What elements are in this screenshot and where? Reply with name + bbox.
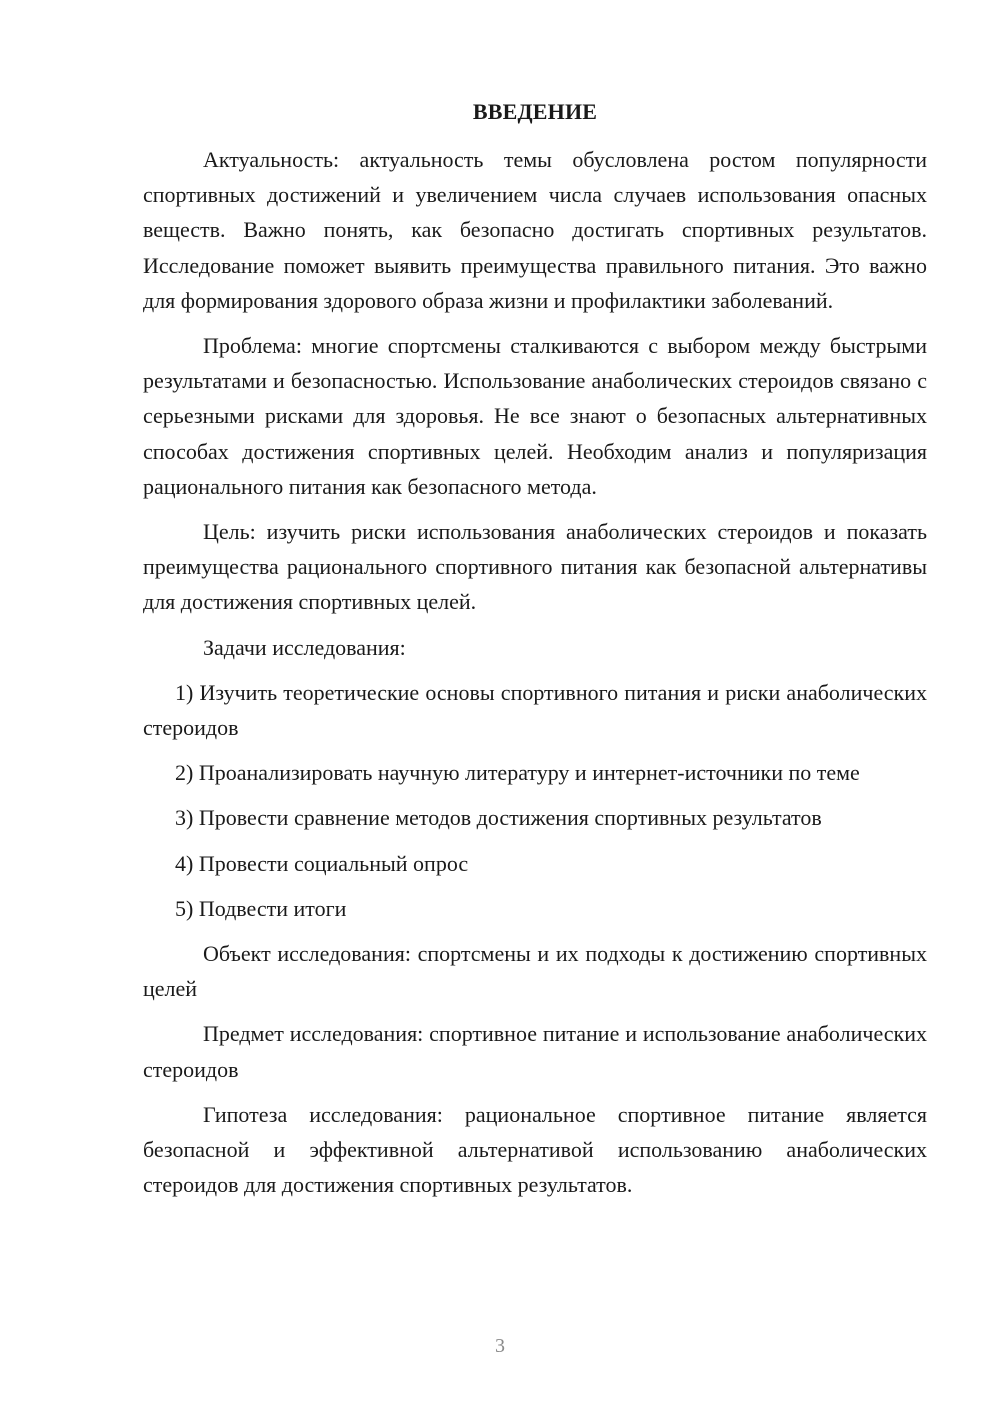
paragraph-tasks-heading: Задачи исследования: <box>203 634 406 660</box>
paragraph-hypothesis: Гипотеза исследования: рациональное спортивное питание является безопасной и эффективной альтернативой использованию анаболических стероидов для достижения спортивных результатов. <box>143 1101 927 1198</box>
paragraph-problem: Проблема: многие спортсмены сталкиваются с выбором между быстрыми результатами и безопасностью. Использование анаболических стероидов связано с серьезными рисками для здоровья. Не все знают о безопасных альтернативных способах достижения спортивных целей. Необходим анализ и популяризация рационального питания как безопасного метода. <box>143 333 927 499</box>
paragraph-relevance: Актуальность: актуальность темы обусловлена ростом популярности спортивных достижений и увеличением числа случаев использования опасных веществ. Важно понять, как безопасно достигать спортивных результатов. Исследование поможет выявить преимущества правильного питания. Это важно для формирования здорового образа жизни и профилактики заболеваний. <box>143 147 927 313</box>
task-item-3: 3) Провести сравнение методов достижения спортивных результатов <box>175 805 822 831</box>
task-item-5: 5) Подвести итоги <box>175 895 347 921</box>
task-item-2: 2) Проанализировать научную литературу и интернет-источники по теме <box>175 760 860 786</box>
paragraph-goal: Цель: изучить риски использования анаболических стероидов и показать преимущества рационального спортивного питания как безопасной альтернативы для достижения спортивных целей. <box>143 519 927 615</box>
task-list <box>143 675 927 926</box>
task-item-1: 1) Изучить теоретические основы спортивного питания и риски анаболических стероидов <box>143 679 927 741</box>
paragraph-subject: Предмет исследования: спортивное питание и использование анаболических стероидов <box>143 1021 927 1082</box>
task-item-4: 4) Провести социальный опрос <box>175 850 469 876</box>
page-title: ВВЕДЕНИЕ <box>472 99 598 124</box>
paragraph-object: Объект исследования: спортсмены и их подходы к достижению спортивных целей <box>143 941 927 1002</box>
page-number: 3 <box>495 1335 505 1357</box>
document-body <box>143 142 927 1212</box>
